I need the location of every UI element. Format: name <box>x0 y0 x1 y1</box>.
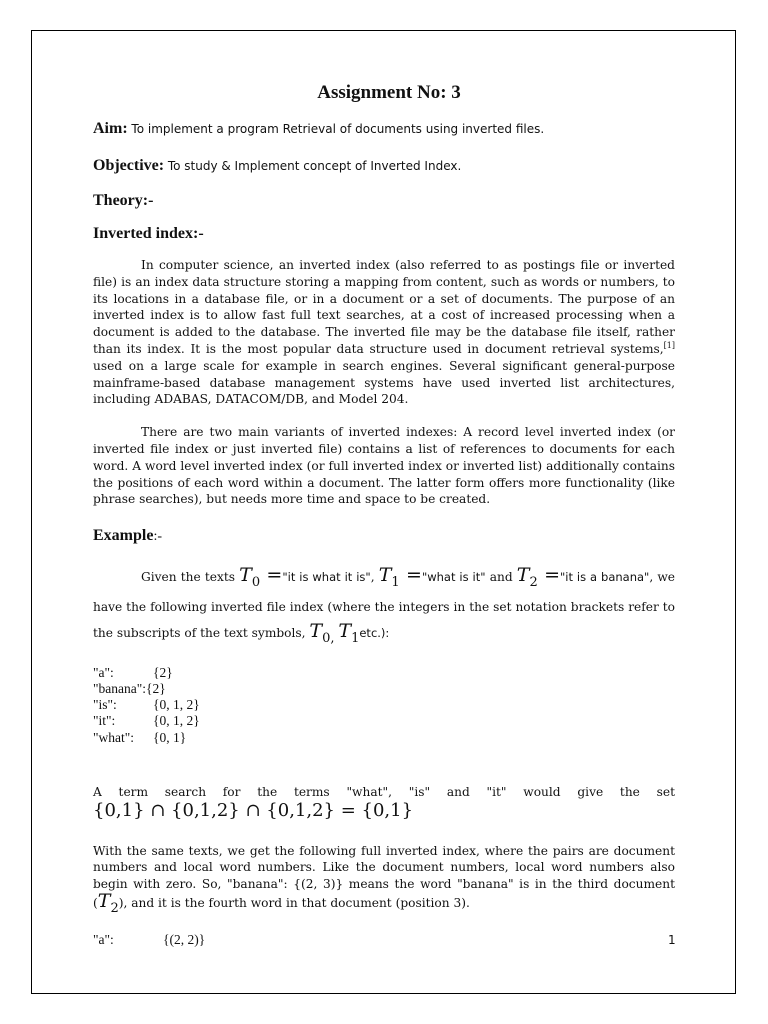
full-index-paragraph <box>93 843 675 918</box>
inverted-file-index <box>93 665 675 746</box>
text-t0: "it is what it is" <box>282 570 371 585</box>
example-suffix: :- <box>153 529 163 545</box>
paragraph-definition-part1: In computer science, an inverted index (also referred to as postings file or inverted file) is an index data structure storing a mapping from content, such as words or numbers, to its locations in a database file, or in a document or a set of documents. The purpose of an inverted index is to allow fast full text searches, at a cost of increased processing when a document is added to the database. The inverted file may be the database file itself, rather than its index. It is the most popular data structure used in document retrieval systems, <box>93 258 675 356</box>
assignment-title: Assignment No: 3 <box>317 82 461 103</box>
symbol-sub-t1: $T_1$ <box>338 619 360 646</box>
symbol-t2-ref: $T_2$ <box>97 889 119 916</box>
index-row: "it": {0, 1, 2} <box>93 713 200 729</box>
search-result-equation: {0,1} ∩ {0,1,2} ∩ {0,1,2} = {0,1} <box>93 799 414 821</box>
equals-sign-1: = <box>399 564 422 587</box>
full-index-paragraph-part2: ), and it is the fourth word in that document (position 3). <box>118 895 470 910</box>
example-heading <box>93 526 675 547</box>
symbol-t1: $T_1$ <box>378 564 400 590</box>
index-row: "a": {2} <box>93 664 173 680</box>
index-row: "what": {0, 1} <box>93 729 187 745</box>
example-label: Example <box>93 527 154 545</box>
full-index-paragraph-part1: With the same texts, we get the following full inverted index, where the pairs are document numbers and local word numbers. Like the document numbers, local word numbers also begin with zero. So, "banana": {(2, 3)} means the word "banana" is in the third document ( <box>93 843 675 910</box>
paragraph-definition <box>93 257 675 408</box>
theory-heading: Theory:- <box>93 192 154 209</box>
example-intro <box>93 563 675 651</box>
and-word: and <box>485 570 517 585</box>
aim-text: To implement a program Retrieval of documents using inverted files. <box>131 122 545 136</box>
separator-1: , <box>370 570 379 585</box>
index-row: "is": {0, 1, 2} <box>93 697 200 713</box>
page-number: 1 <box>668 933 676 947</box>
objective-text: To study & Implement concept of Inverted Index. <box>167 159 462 173</box>
search-sentence-text: A term search for the terms "what", "is" and "it" would give the set <box>93 784 675 799</box>
paragraph-variants: There are two main variants of inverted indexes: A record level inverted index (or inverted file index or just inverted file) contains a list of references to documents for each word. A word level inverted index (or full inverted index or inverted list) additionally contains the positions of each word within a document. The latter form offers more functionality (like phrase searches), but needs more time and space to be created. <box>93 425 675 507</box>
paragraph-definition-part2: used on a large scale for example in search engines. Several significant general-purpose mainframe-based database management systems have used inverted list architectures, including ADABAS, DATACOM/DB, and Model 204. <box>93 358 675 407</box>
objective-line <box>93 156 675 176</box>
symbol-sub-t0: $T_{0,}$ <box>309 619 335 646</box>
text-t2: "it is a banana" <box>560 570 650 585</box>
etc-text: etc.): <box>359 625 390 640</box>
index-row: "banana":{2} <box>93 680 166 696</box>
example-intro-given: Given the texts <box>141 570 240 585</box>
equals-sign-0: = <box>260 564 283 587</box>
full-index-row: "a": {(2, 2)} <box>93 931 206 947</box>
search-sentence <box>93 784 675 801</box>
text-t1: "what is it" <box>421 570 486 585</box>
inverted-index-heading: Inverted index:- <box>93 225 204 242</box>
symbol-t2: $T_2$ <box>516 564 538 590</box>
aim-line <box>93 119 675 139</box>
document-body <box>93 82 675 948</box>
full-inverted-index <box>93 932 675 948</box>
example-intro-tail: , we have the following inverted file index (where the integers in the set notation brackets refer to the subscripts of the text symbols, <box>93 570 676 640</box>
objective-label: Objective: <box>93 157 165 174</box>
citation-ref: [1] <box>663 340 675 350</box>
equals-sign-2: = <box>537 564 560 587</box>
symbol-t0: $T_0$ <box>239 564 261 590</box>
aim-label: Aim: <box>93 120 128 137</box>
